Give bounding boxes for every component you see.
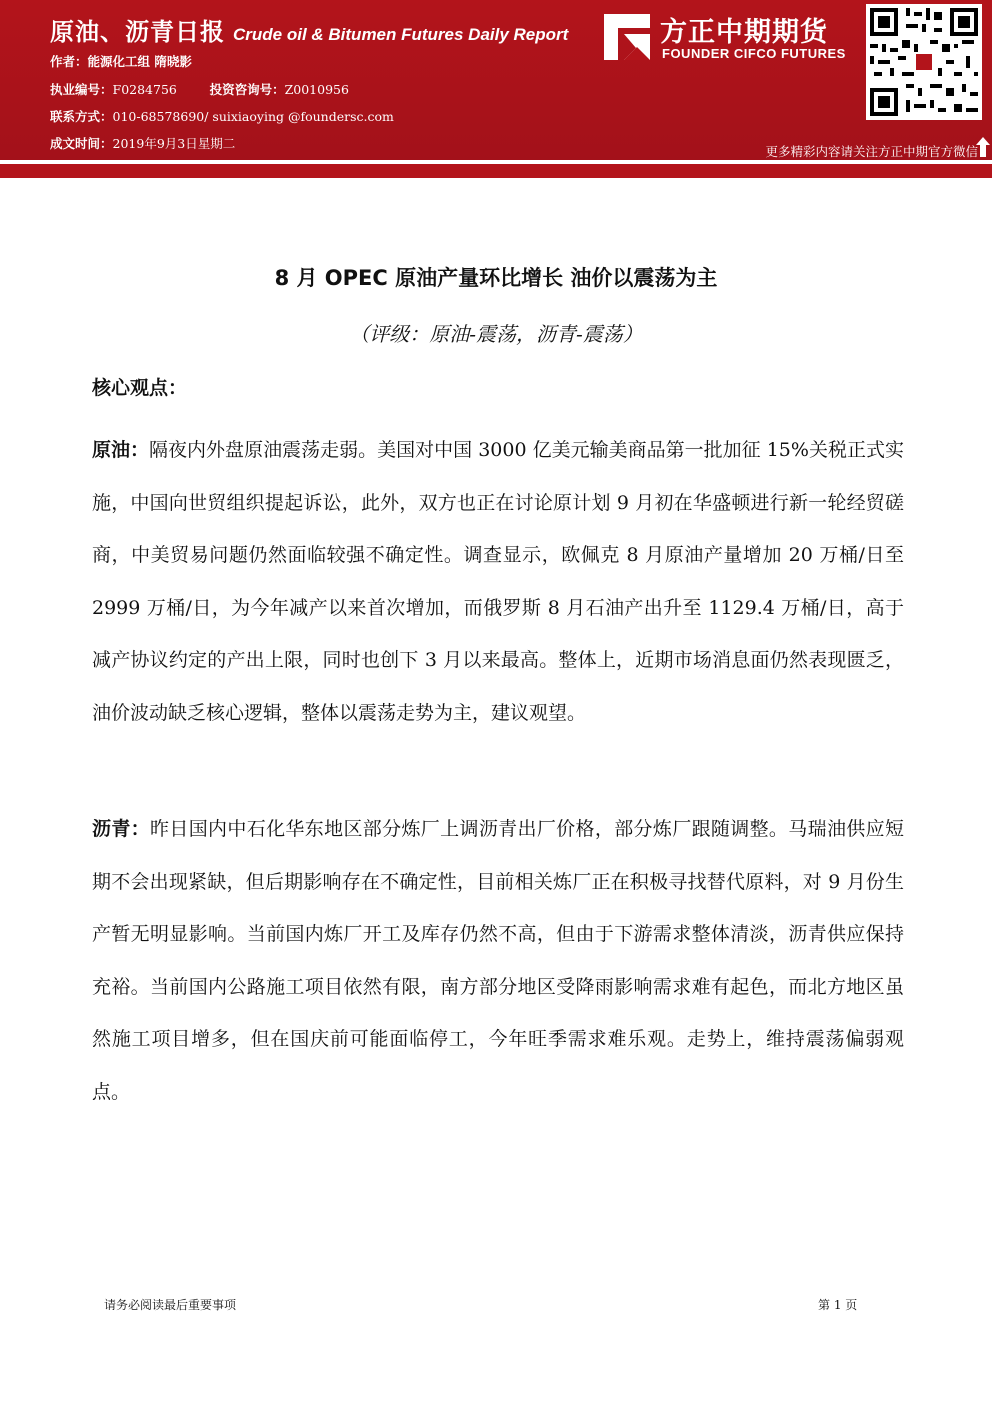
- date-value: 2019年9月3日星期二: [112, 136, 236, 151]
- contact-label: 联系方式：: [50, 109, 113, 124]
- asphalt-paragraph: [92, 803, 904, 1118]
- report-title-cn: 原油、沥青日报: [50, 18, 225, 46]
- arrow-up-icon: [975, 136, 991, 158]
- logo-text-en: FOUNDER CIFCO FUTURES: [662, 46, 846, 61]
- report-header: [0, 0, 992, 160]
- company-logo: [604, 8, 864, 66]
- license-line: [50, 80, 349, 98]
- qr-code-icon: [866, 4, 982, 120]
- author-label: 作者：: [50, 54, 88, 69]
- logo-mark-icon: [604, 14, 650, 60]
- page-number: 第 1 页: [818, 1298, 858, 1312]
- header-separator-red: [0, 164, 992, 178]
- crude-oil-paragraph: [92, 424, 904, 739]
- contact-line: [50, 107, 394, 125]
- core-view-heading: 核心观点：: [92, 377, 188, 399]
- asphalt-text: 昨日国内中石化华东地区部分炼厂上调沥青出厂价格，部分炼厂跟随调整。马瑞油供应短期不会出现紧缺，但后期影响存在不确定性，目前相关炼厂正在积极寻找替代原料，对 9 月份生产暂无明显影响。当前国内炼厂开工及库存仍然不高，但由于下游需求整体清淡，沥青供应保持充裕。当前国内公路施工项目依然有限，南方部分地区受降雨影响需求难有起色，而北方地区虽然施工项目增多，但在国庆前可能面临停工，今年旺季需求难乐观。走势上，维持震荡偏弱观点。: [92, 818, 904, 1103]
- license-value: F0284756: [112, 82, 177, 97]
- date-line: [50, 134, 235, 152]
- crude-oil-lead: 原油：: [92, 439, 150, 461]
- asphalt-lead: 沥青：: [92, 818, 151, 840]
- date-label: 成文时间：: [50, 136, 113, 151]
- logo-text-cn: 方正中期期货: [660, 17, 828, 48]
- report-headline: 8 月 OPEC 原油产量环比增长 油价以震荡为主: [274, 266, 718, 290]
- author-line: [50, 52, 192, 70]
- report-title-en: Crude oil & Bitumen Futures Daily Report: [233, 25, 569, 44]
- contact-value: 010-68578690/ suixiaoying @foundersc.com: [112, 109, 394, 124]
- consult-value: Z0010956: [284, 82, 349, 97]
- report-title-bar: [50, 12, 568, 47]
- consult-label: 投资咨询号：: [209, 82, 285, 97]
- license-label: 执业编号：: [50, 82, 113, 97]
- crude-oil-text: 隔夜内外盘原油震荡走弱。美国对中国 3000 亿美元输美商品第一批加征 15%关税正式实施，中国向世贸组织提起诉讼，此外，双方也正在讨论原计划 9 月初在华盛顿进行新一轮经贸磋商，中美贸易问题仍然面临较强不确定性。调查显示，欧佩克 8 月原油产量增加 20 万桶/日至 2999 万桶/日，为今年减产以来首次增加，而俄罗斯 8 月石油产出升至 1129.4 万桶/日，高于减产协议约定的产出上限，同时也创下 3 月以来最高。整体上，近期市场消息面仍然表现匮乏，油价波动缺乏核心逻辑，整体以震荡走势为主，建议观望。: [92, 439, 904, 724]
- author-value: 能源化工组 隋晓影: [87, 54, 192, 69]
- follow-wechat-text: 更多精彩内容请关注方正中期官方微信: [765, 144, 978, 159]
- report-rating: （评级：原油-震荡，沥青-震荡）: [349, 322, 643, 346]
- footer-notice: 请务必阅读最后重要事项: [104, 1298, 237, 1312]
